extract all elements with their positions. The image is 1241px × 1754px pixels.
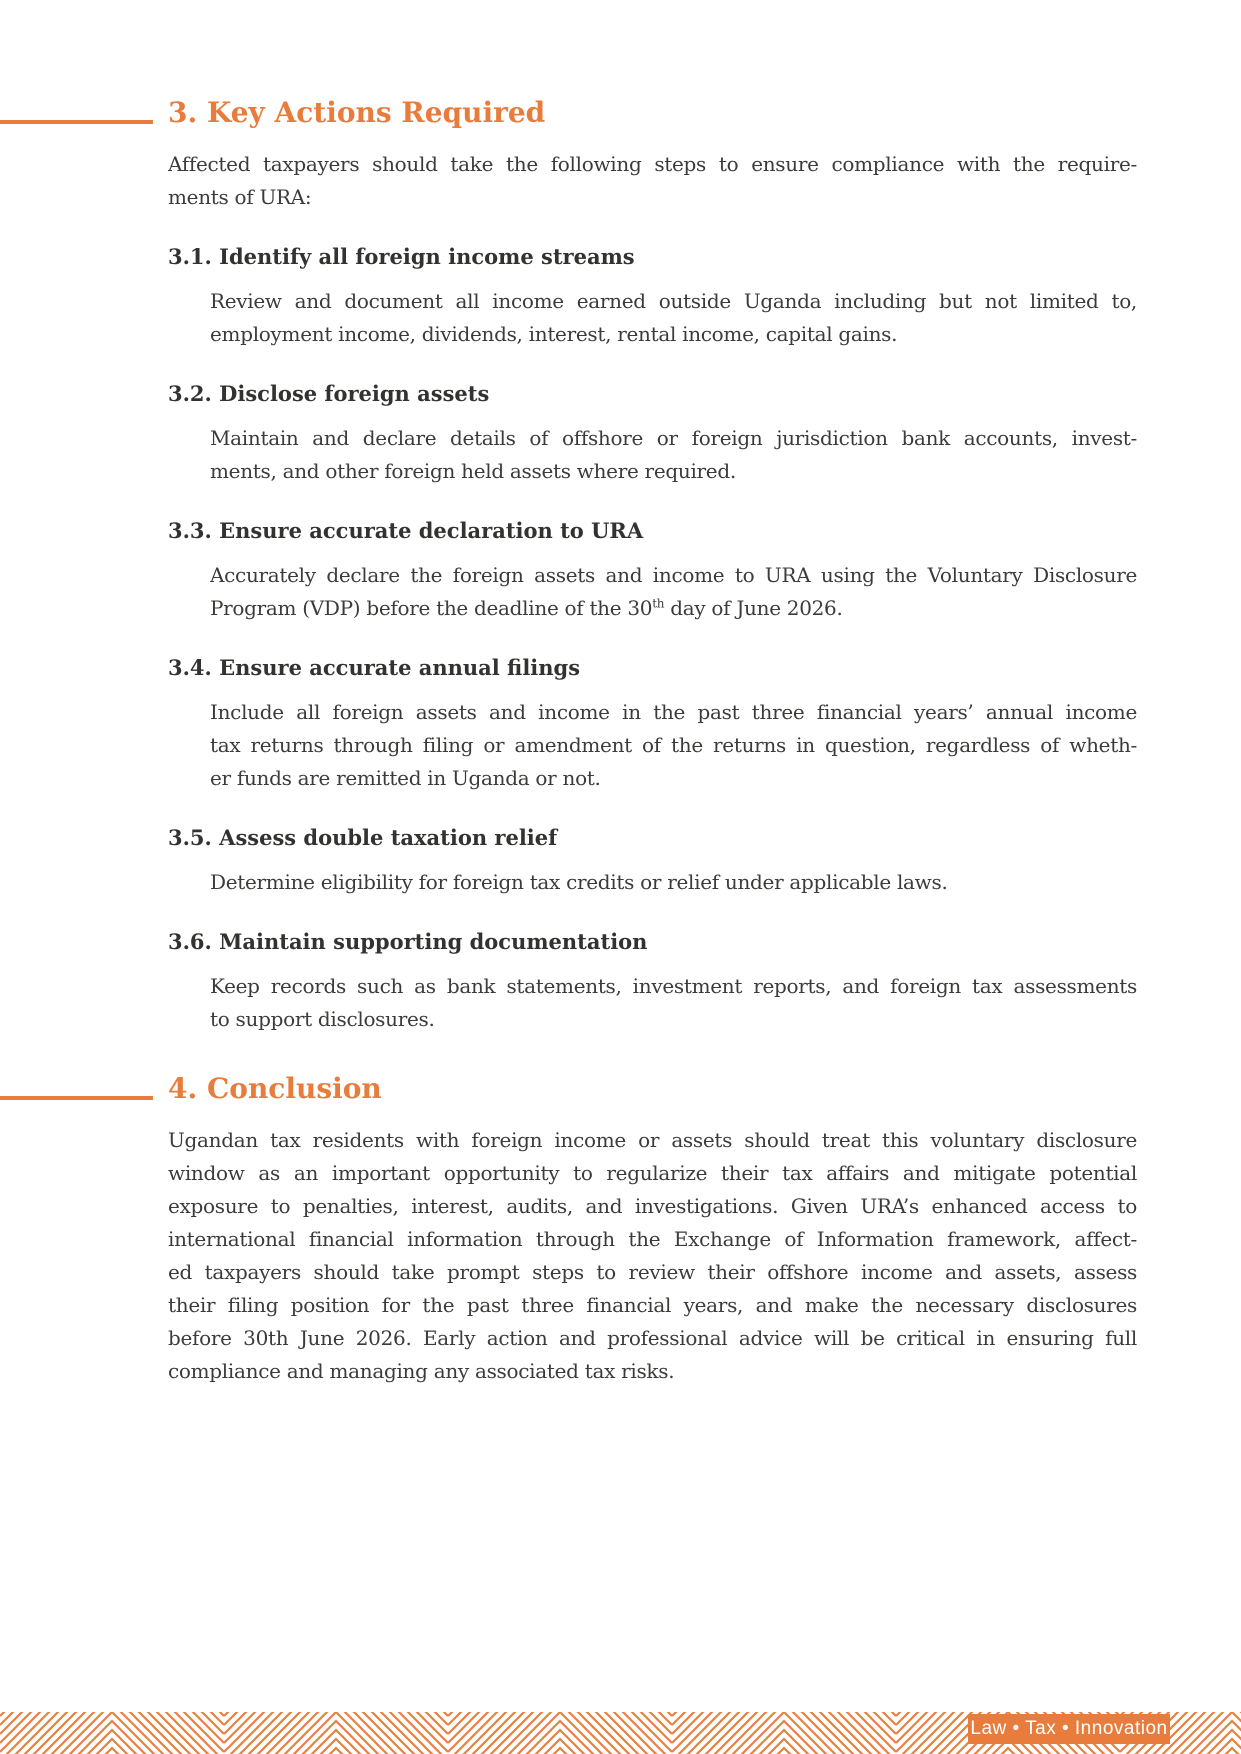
text-line: their filing position for the past three financial years, and make the necessary disclosures: [168, 1293, 1137, 1317]
section-title-conclusion: 4. Conclusion: [168, 1072, 382, 1105]
item-body-paragraph: [210, 285, 1137, 351]
key-action-item: [168, 925, 1137, 1036]
text-line: before 30th June 2026. Early action and professional advice will be critical in ensuring full: [168, 1326, 1137, 1350]
intro-paragraph: [168, 148, 1137, 214]
text-line: Maintain and declare details of offshore or foreign jurisdiction bank accounts, invest-: [210, 426, 1137, 450]
heading-rule-decoration: [0, 1096, 153, 1100]
item-body-paragraph: [210, 422, 1137, 488]
text-line: window as an important opportunity to regularize their tax affairs and mitigate potential: [168, 1161, 1137, 1185]
text-line: Review and document all income earned outside Uganda including but not limited to,: [210, 289, 1137, 313]
text-line: er funds are remitted in Uganda or not.: [210, 766, 601, 790]
key-action-item: [168, 651, 1137, 795]
item-body-paragraph: [210, 559, 1137, 625]
text-line: ed taxpayers should take prompt steps to review their offshore income and assets, assess: [168, 1260, 1137, 1284]
text-line: international financial information through the Exchange of Information framework, affect-: [168, 1227, 1137, 1251]
item-heading: 3.5. Assess double taxation relief: [168, 825, 558, 850]
badge-label: Law • Tax • Innovation: [970, 1718, 1168, 1739]
text-line: Program (VDP) before the deadline of the 30th day of June 2026.: [210, 596, 843, 620]
conclusion-paragraph: [168, 1124, 1137, 1388]
text-line: Keep records such as bank statements, investment reports, and foreign tax assessments: [210, 974, 1137, 998]
item-body-paragraph: [210, 970, 1137, 1036]
key-action-item: [168, 377, 1137, 488]
item-body-paragraph: [210, 866, 1137, 899]
text-line: exposure to penalties, interest, audits, and investigations. Given URA’s enhanced access to: [168, 1194, 1137, 1218]
text-line: Include all foreign assets and income in the past three financial years’ annual income: [210, 700, 1137, 724]
text-line: compliance and managing any associated tax risks.: [168, 1359, 675, 1383]
text-line: Ugandan tax residents with foreign income or assets should treat this voluntary disclosure: [168, 1128, 1137, 1152]
text-line: ments of URA:: [168, 185, 312, 209]
item-heading: 3.2. Disclose foreign assets: [168, 381, 490, 406]
section-title-key-actions: 3. Key Actions Required: [168, 96, 546, 129]
item-heading: 3.3. Ensure accurate declaration to URA: [168, 518, 644, 543]
text-line: tax returns through filing or amendment of the returns in question, regardless of wheth-: [210, 733, 1137, 757]
key-action-item: [168, 821, 1137, 899]
text-line: Determine eligibility for foreign tax credits or relief under applicable laws.: [210, 870, 948, 894]
text-line: to support disclosures.: [210, 1007, 435, 1031]
page-footer: [0, 1712, 1241, 1754]
key-actions-list: [168, 240, 1137, 1036]
item-heading: 3.4. Ensure accurate annual filings: [168, 655, 581, 680]
footer-badge: [968, 1714, 1170, 1744]
item-heading: 3.1. Identify all foreign income streams: [168, 244, 635, 269]
text-line: Affected taxpayers should take the following steps to ensure compliance with the require-: [168, 152, 1137, 176]
item-heading: 3.6. Maintain supporting documentation: [168, 929, 648, 954]
heading-rule-decoration: [0, 120, 153, 124]
section-conclusion: [168, 1072, 1137, 1388]
section-heading-row: [168, 96, 1137, 130]
key-action-item: [168, 514, 1137, 625]
section-heading-row: [168, 1072, 1137, 1106]
section-key-actions: [168, 96, 1137, 1036]
text-line: employment income, dividends, interest, rental income, capital gains.: [210, 322, 898, 346]
key-action-item: [168, 240, 1137, 351]
text-line: ments, and other foreign held assets where required.: [210, 459, 736, 483]
text-line: Accurately declare the foreign assets and income to URA using the Voluntary Disclosure: [210, 563, 1137, 587]
item-body-paragraph: [210, 696, 1137, 795]
